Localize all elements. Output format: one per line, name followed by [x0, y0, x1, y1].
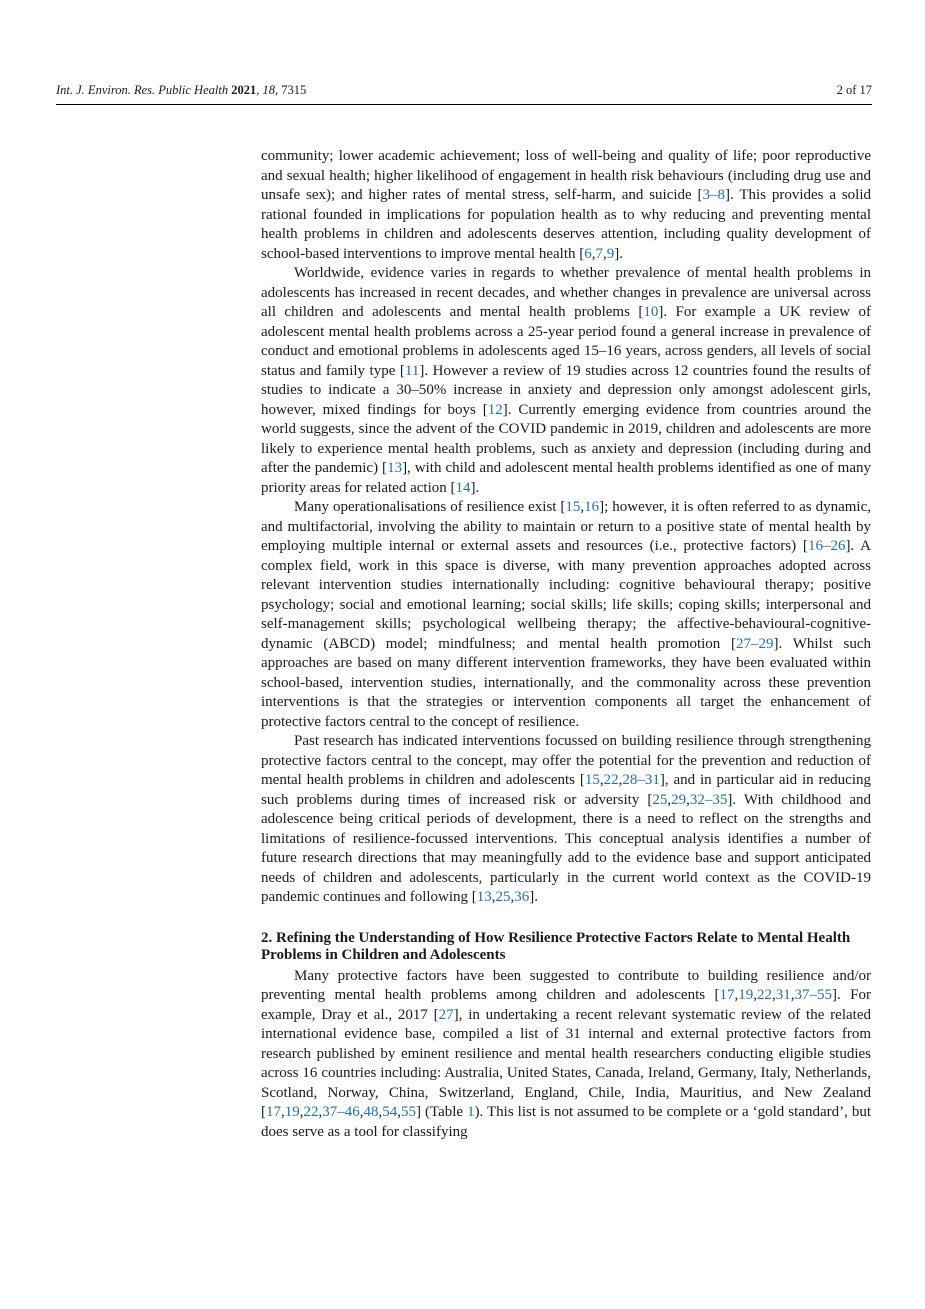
- text-run: ]. For example a UK review of adolescent mental health problems across a 25-year period found a general increase in prevalence of conduct and emotional problems in adolescents aged 15–16 years, across genders, all levels of social status and family type [: [261, 304, 871, 379]
- citation-link[interactable]: 27–29: [736, 635, 774, 652]
- citation-link[interactable]: 28–31: [622, 772, 660, 788]
- text-run: ,: [772, 987, 776, 1003]
- citation-link[interactable]: 55: [401, 1104, 416, 1120]
- article-body: [261, 147, 871, 1142]
- citation-link[interactable]: 1: [467, 1104, 475, 1120]
- citation-link[interactable]: 16: [584, 499, 600, 515]
- journal-citation: Int. J. Environ. Res. Public Health 2021, 18, 7315: [56, 83, 307, 97]
- citation-link[interactable]: 19: [738, 987, 754, 1003]
- text-run: ,: [591, 245, 596, 262]
- citation-link[interactable]: 17: [266, 1104, 281, 1120]
- paragraph: [261, 498, 871, 732]
- citation-link[interactable]: 29: [671, 791, 687, 808]
- text-run: ,: [378, 1104, 383, 1120]
- citation-link[interactable]: 32–35: [689, 791, 728, 808]
- journal-name: Int. J. Environ. Res. Public Health: [56, 83, 229, 97]
- citation-link[interactable]: 19: [284, 1104, 300, 1120]
- text-run: ]. For example, Dray et al., 2017 [: [261, 987, 871, 1023]
- paragraph: [261, 147, 871, 264]
- text-run: ], with child and adolescent mental health problems identified as one of many priority areas for related action [: [261, 460, 871, 496]
- citation-link[interactable]: 11: [404, 362, 420, 379]
- text-run: Worldwide, evidence varies in regards to whether prevalence of mental health problems in adolescents has increased in recent decades, and whether changes in prevalence are universal across all children and adolescents and mental health problems [: [261, 265, 871, 320]
- text-run: ]. A complex field, work in this space is diverse, with many prevention approaches adopted across relevant intervention studies internationally including: cognitive behavioural therapy; positive psychology; social and emotional learning; social skills; life skills; coping skills; interpersonal and self-management skills; psychological wellbeing therapy; the affective-behavioural-cognitive-dynamic (ABCD) model; mindfulness; and mental health promotion [: [261, 538, 872, 652]
- text-run: ] (Table: [416, 1104, 468, 1120]
- text-run: ,: [359, 1104, 364, 1120]
- citation-link[interactable]: 22: [757, 987, 772, 1003]
- text-run: ], and in particular aid in reducing such problems during times of increased risk or adversity [: [261, 772, 871, 808]
- text-run: ,: [686, 791, 690, 808]
- text-run: ,: [491, 889, 496, 905]
- citation-link[interactable]: 15: [565, 499, 581, 515]
- citation-link[interactable]: 9: [606, 245, 615, 262]
- citation-link[interactable]: 10: [643, 304, 659, 320]
- citation-link[interactable]: 6: [584, 245, 592, 262]
- text-run: ,: [318, 1104, 323, 1120]
- citation-link[interactable]: 15: [584, 772, 600, 788]
- text-run: Past research has indicated interventions focussed on building resilience through strengthening protective factors central to the concept, may offer the potential for the prevention and reduction of mental health problems in children and adolescents [: [261, 733, 871, 788]
- citation-link[interactable]: 12: [487, 401, 503, 418]
- citation-link[interactable]: 31: [775, 987, 791, 1003]
- citation-link[interactable]: 14: [455, 479, 471, 496]
- citation-link[interactable]: 13: [476, 889, 492, 905]
- citation-link[interactable]: 54: [382, 1104, 398, 1120]
- text-run: ]. This provides a solid rational founded in implications for population health as to why reducing and preventing mental health problems in children and adolescents deserves attention, including quality development of school-based interventions to improve mental health [: [261, 187, 871, 262]
- text-run: ]. Whilst such approaches are based on many different intervention frameworks, they have been evaluated within school-based, intervention studies, internationally, and the commonality across these prevention interventions is that the strategies or intervention components all target the enhancement of protective factors central to the concept of resilience.: [261, 635, 872, 730]
- text-run: ].: [529, 889, 539, 905]
- text-run: ,: [667, 791, 672, 808]
- text-run: ,: [603, 245, 607, 262]
- intro-section: [261, 147, 871, 908]
- paragraph: [261, 732, 871, 908]
- section-2-body: [261, 967, 871, 1143]
- text-run: ,: [580, 499, 585, 515]
- text-run: ].: [614, 245, 623, 262]
- citation-link[interactable]: 13: [387, 460, 403, 476]
- text-run: ].: [470, 479, 480, 496]
- text-run: Many protective factors have been suggested to contribute to building resilience and/or preventing mental health problems among children and adolescents [: [261, 967, 871, 1003]
- text-run: ). This list is not assumed to be complete or a ‘gold standard’, but does serve as a tool for classifying: [261, 1104, 872, 1140]
- text-run: ,: [510, 889, 515, 905]
- citation-link[interactable]: 27: [438, 1006, 454, 1023]
- citation-link[interactable]: 22: [303, 1104, 319, 1120]
- text-run: ,: [734, 987, 739, 1003]
- paragraph: [261, 967, 871, 1143]
- text-run: ]. However a review of 19 studies across 12 countries found the results of studies to indicate a 30–50% increase in anxiety and depression only amongst adolescent girls, however, mixed findings for boys [: [261, 362, 871, 418]
- citation-link[interactable]: 25: [495, 889, 511, 905]
- text-run: ,: [618, 772, 623, 788]
- paragraph: [261, 264, 871, 498]
- citation-link[interactable]: 16–26: [807, 538, 846, 554]
- text-run: ], in undertaking a recent relevant systematic review of the related international evidence base, compiled a list of 31 internal and external protective factors from research published by eminent resilience and mental health researchers conducting eligible studies across 16 countries including: Australia, United States, Canada, Ireland, Germany, Italy, Netherlands, Scotland, Norway, China, Switzerland, England, Chile, India, Mauritius, and New Zealand [: [261, 1006, 871, 1120]
- text-run: ,: [790, 987, 795, 1003]
- text-run: ,: [753, 987, 757, 1003]
- text-run: ]. With childhood and adolescence being critical periods of development, there is a need to reflect on the strengths and limitations of resilience-focussed interventions. This conceptual analysis identifies a number of future research directions that may meaningfully add to the evidence base and support anticipated needs of children and adolescents, particularly in the current world context as the COVID-19 pandemic continues and following [: [261, 791, 871, 905]
- citation-link[interactable]: 7: [595, 245, 603, 262]
- text-run: ,: [397, 1104, 401, 1120]
- text-run: ]. Currently emerging evidence from countries around the world suggests, since the advent of the COVID pandemic in 2019, children and adolescents are more likely to experience mental health problems, such as anxiety and depression (including during and after the pandemic) [: [261, 401, 871, 476]
- page-number: 2 of 17: [836, 83, 872, 97]
- citation-link[interactable]: 36: [514, 889, 530, 905]
- text-run: ,: [599, 772, 604, 788]
- journal-volume: 18: [262, 83, 275, 97]
- citation-link[interactable]: 22: [603, 772, 619, 788]
- citation-link[interactable]: 3–8: [702, 187, 726, 203]
- citation-link[interactable]: 25: [652, 791, 668, 808]
- text-run: Many operationalisations of resilience exist [: [294, 499, 566, 515]
- text-run: ]; however, it is often referred to as dynamic, and multifactorial, involving the ability to maintain or return to a positive state of mental health by employing multiple internal or external assets and resources (i.e., protective factors) [: [261, 499, 871, 554]
- citation-link[interactable]: 17: [719, 987, 735, 1003]
- text-run: community; lower academic achievement; loss of well-being and quality of life; poor reproductive and sexual health; higher likelihood of engagement in health risk behaviours (including drug use and unsafe sex); and higher rates of mental stress, self-harm, and suicide [: [261, 148, 871, 203]
- text-run: ,: [299, 1104, 304, 1120]
- citation-link[interactable]: 37–46: [322, 1104, 360, 1120]
- running-header: [56, 81, 872, 99]
- text-run: ,: [281, 1104, 285, 1120]
- citation-link[interactable]: 48: [363, 1104, 379, 1120]
- journal-year: 2021: [231, 83, 257, 97]
- header-rule: [56, 104, 872, 105]
- section-heading: 2. Refining the Understanding of How Resilience Protective Factors Relate to Mental Health Problems in Children and Adolescents: [261, 929, 851, 963]
- article-number: 7315: [281, 83, 307, 97]
- citation-link[interactable]: 37–55: [794, 987, 832, 1003]
